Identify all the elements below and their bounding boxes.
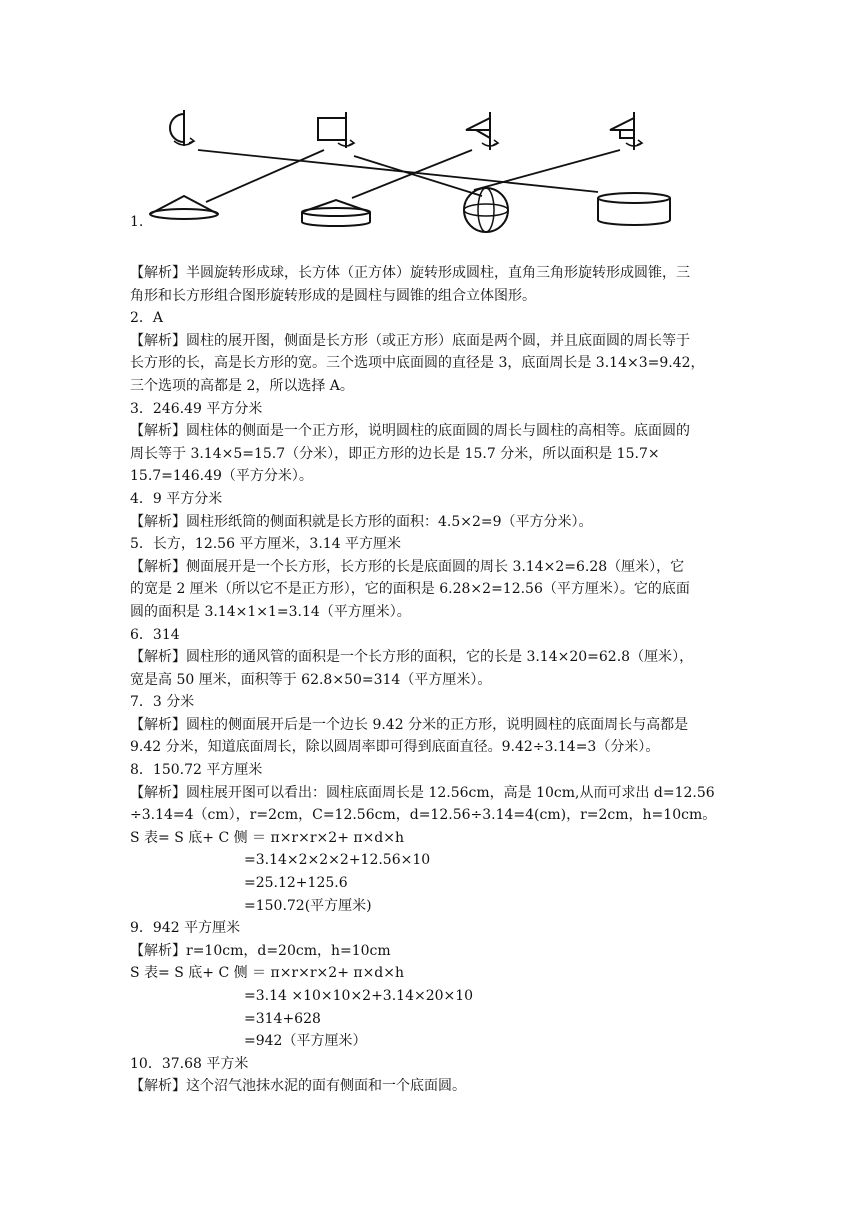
text-line: 6．314 (130, 626, 180, 643)
cylinder-cone-solid (302, 200, 370, 226)
text-line: 8．150.72 平方厘米 (130, 762, 263, 779)
text-line: ÷3.14=4（cm），r=2cm，C=12.56cm，d=12.56÷3.14=4(cm)，r=2cm，h=10cm。 (130, 807, 717, 824)
semicircle-on-axis-shape (170, 110, 194, 146)
text-line: =3.14×2×2×2+12.56×10 (244, 852, 431, 869)
matching-lines (198, 150, 620, 202)
rotation-matching-figure (140, 108, 700, 236)
text-line: 宽是高 50 厘米，面积等于 62.8×50=314（平方厘米）。 (130, 671, 492, 688)
text-line: 周长等于 3.14×5=15.7（分米），即正方形的边长是 15.7 分米，所以面积是 15.7× (130, 445, 660, 462)
text-line: 2．A (130, 310, 164, 327)
answer-text-block (130, 262, 750, 1098)
cone-solid (150, 196, 218, 219)
text-line: 9．942 平方厘米 (130, 920, 241, 937)
text-line: 【解析】圆柱体的侧面是一个正方形，说明圆柱的底面圆的周长与圆柱的高相等。底面圆的 (130, 423, 690, 440)
question-1-number: 1. (130, 214, 144, 230)
text-line: 的宽是 2 厘米（所以它不是正方形），它的面积是 6.28×2=12.56（平方厘米）。它的底面 (130, 581, 690, 598)
text-line: 3．246.49 平方分米 (130, 400, 263, 417)
text-line: 角形和长方形组合图形旋转形成的是圆柱与圆锥的组合立体图形。 (130, 287, 536, 304)
text-line: 【解析】圆柱形纸筒的侧面积就是长方形的面积：4.5×2=9（平方分米）。 (130, 513, 593, 530)
text-line: =314+628 (244, 1010, 321, 1027)
text-line: 【解析】圆柱的侧面展开后是一个边长 9.42 分米的正方形，说明圆柱的底面周长与高都是 (130, 716, 689, 733)
text-line: 7．3 分米 (130, 694, 195, 711)
text-line: =25.12+125.6 (244, 875, 348, 892)
text-line: 【解析】圆柱展开图可以看出：圆柱底面周长是 12.56cm，高是 10cm,从而可求出 d=12.56 (130, 784, 715, 801)
text-line: =3.14 ×10×10×2+3.14×20×10 (244, 988, 474, 1004)
text-line: 15.7=146.49（平方分米）。 (130, 468, 313, 485)
text-line: 【解析】圆柱的展开图，侧面是长方形（或正方形）底面是两个圆，并且底面圆的周长等于 (130, 332, 690, 349)
text-line: 【解析】r=10cm，d=20cm，h=10cm (130, 942, 391, 959)
text-line: =942（平方厘米） (244, 1033, 367, 1050)
text-line: =150.72(平方厘米) (244, 897, 372, 914)
text-line: 9.42 分米，知道底面周长，除以圆周率即可得到底面直径。9.42÷3.14=3（分米）。 (130, 739, 660, 756)
text-line: 【解析】这个沼气池抹水泥的面有侧面和一个底面圆。 (130, 1078, 466, 1095)
text-line: 长方形的长，高是长方形的宽。三个选项中底面圆的直径是 3，底面周长是 3.14×3=9.42， (130, 355, 705, 372)
triangle-rectangle-on-axis-shape (610, 112, 642, 150)
text-line: S 表= S 底+ C 侧 ＝ π×r×r×2+ π×d×h (130, 829, 405, 846)
text-line: 5．长方，12.56 平方厘米，3.14 平方厘米 (130, 536, 402, 553)
text-line: 4．9 平方分米 (130, 490, 223, 507)
text-line: 圆的面积是 3.14×1×1=3.14（平方厘米）。 (130, 603, 411, 620)
text-line: 【解析】侧面展开是一个长方形，长方形的长是底面圆的周长 3.14×2=6.28（厘米），它 (130, 558, 685, 575)
text-line: 10．37.68 平方米 (130, 1055, 249, 1072)
text-line: 【解析】圆柱形的通风管的面积是一个长方形的面积，它的长是 3.14×20=62.8（厘米）， (130, 649, 694, 666)
cylinder-solid (598, 193, 670, 225)
text-line: 三个选项的高都是 2，所以选择 A。 (130, 377, 354, 394)
triangle-composite-on-axis-shape (466, 112, 498, 150)
rectangle-on-axis-shape (318, 112, 354, 148)
text-line: 【解析】半圆旋转形成球，长方体（正方体）旋转形成圆柱，直角三角形旋转形成圆锥，三 (130, 265, 690, 281)
text-line: S 表= S 底+ C 侧 ＝ π×r×r×2+ π×d×h (130, 965, 405, 982)
sphere-solid (464, 188, 508, 232)
